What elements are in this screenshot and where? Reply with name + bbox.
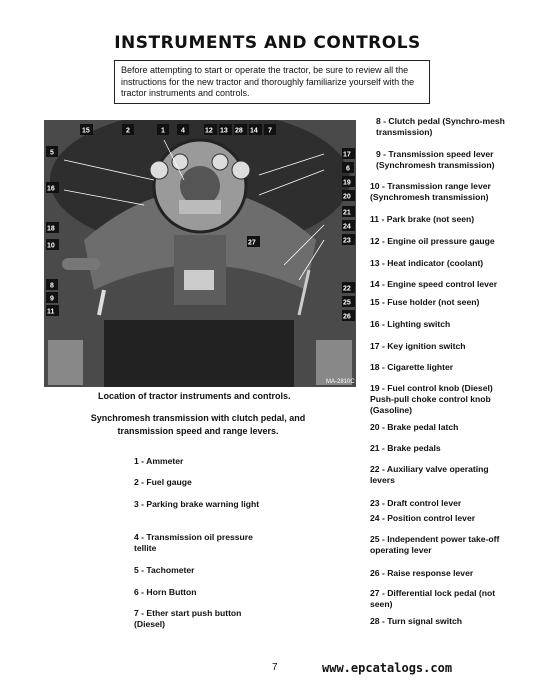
callout-4 (177, 124, 189, 135)
photo-subcaption: Synchromesh transmission with clutch pedal, and transmission speed and range levers. (90, 413, 306, 436)
list-item: 6 - Horn Button (134, 587, 197, 597)
svg-text:15: 15 (82, 127, 90, 135)
svg-text:14: 14 (250, 127, 258, 135)
list-item: 25 - Independent power take-off operating lever (370, 534, 500, 555)
list-item: 5 - Tachometer (134, 565, 195, 575)
svg-text:27: 27 (248, 239, 256, 247)
callout-5 (46, 146, 58, 157)
svg-text:11: 11 (47, 308, 55, 316)
list-item: 9 - Transmission speed lever (Synchromesh transmission) (376, 149, 495, 170)
callout-24 (342, 220, 355, 231)
svg-text:28: 28 (235, 127, 243, 135)
svg-text:2: 2 (126, 127, 130, 135)
svg-text:7: 7 (268, 127, 272, 135)
list-item: 20 - Brake pedal latch (370, 422, 459, 432)
footer-url[interactable]: www.epcatalogs.com (322, 661, 453, 675)
svg-text:25: 25 (343, 299, 351, 307)
callout-25 (342, 296, 355, 307)
list-item: 27 - Differential lock pedal (not seen) (370, 588, 496, 609)
list-item: 1 - Ammeter (134, 456, 184, 466)
list-item: 4 - Transmission oil pressure tellite (134, 532, 253, 553)
list-item: 13 - Heat indicator (coolant) (370, 258, 484, 268)
svg-text:9: 9 (50, 295, 54, 303)
list-item: 28 - Turn signal switch (370, 616, 463, 626)
callout-12 (204, 124, 217, 135)
list-item: 15 - Fuse holder (not seen) (370, 297, 480, 307)
svg-text:5: 5 (50, 149, 54, 157)
notice-box: Before attempting to start or operate the tractor, be sure to review all the instructions for the new tractor and thoroughly familiarize yourself with the tractor instruments and controls. (114, 60, 430, 104)
callout-10 (46, 239, 59, 250)
svg-text:4: 4 (181, 127, 185, 135)
callout-20 (342, 190, 355, 201)
callout-19 (342, 176, 355, 187)
svg-text:1: 1 (161, 127, 165, 135)
callout-18 (46, 222, 59, 233)
callout-6 (342, 162, 354, 173)
svg-text:16: 16 (47, 185, 55, 193)
callout-16 (46, 182, 59, 193)
page-title: INSTRUMENTS AND CONTROLS (114, 33, 421, 53)
list-item: 2 - Fuel gauge (134, 477, 192, 487)
callout-21 (342, 206, 355, 217)
list-item: 26 - Raise response lever (370, 568, 474, 578)
callout-8 (46, 279, 58, 290)
callout-15 (80, 124, 93, 135)
list-item: 18 - Cigarette lighter (370, 362, 454, 372)
callout-28 (234, 124, 247, 135)
list-item: 11 - Park brake (not seen) (370, 214, 475, 224)
list-item: 7 - Ether start push button (Diesel) (134, 608, 242, 629)
callout-22 (342, 282, 355, 293)
svg-text:21: 21 (343, 209, 351, 217)
list-item: 19 - Fuel control knob (Diesel) Push-pull choke control knob (Gasoline) (370, 383, 493, 415)
svg-text:22: 22 (343, 285, 351, 293)
list-item: 23 - Draft control lever (370, 498, 462, 508)
photo-code: MA-2810C (326, 379, 355, 385)
callout-1 (157, 124, 169, 135)
callout-9 (46, 292, 58, 303)
callout-23 (342, 234, 355, 245)
list-item: 8 - Clutch pedal (Synchro-mesh transmission) (376, 116, 505, 137)
svg-text:24: 24 (343, 223, 351, 231)
svg-text:17: 17 (343, 151, 351, 159)
callout-14 (249, 124, 262, 135)
tractor-controls-photo (44, 120, 356, 387)
list-item: 17 - Key ignition switch (370, 341, 466, 351)
callout-27 (247, 236, 260, 247)
list-item: 21 - Brake pedals (370, 443, 441, 453)
svg-text:6: 6 (346, 165, 350, 173)
list-item: 3 - Parking brake warning light (134, 499, 260, 509)
callout-11 (46, 305, 59, 316)
svg-text:12: 12 (205, 127, 213, 135)
list-item: 22 - Auxiliary valve operating levers (370, 464, 489, 485)
page-number: 7 (272, 662, 278, 673)
svg-text:8: 8 (50, 282, 54, 290)
callout-26 (342, 310, 355, 321)
callout-7 (264, 124, 276, 135)
svg-text:10: 10 (47, 242, 55, 250)
list-item: 10 - Transmission range lever (Synchromesh transmission) (370, 181, 491, 202)
svg-text:23: 23 (343, 237, 351, 245)
svg-text:20: 20 (343, 193, 351, 201)
svg-text:26: 26 (343, 313, 351, 321)
callout-2 (122, 124, 134, 135)
list-item: 16 - Lighting switch (370, 319, 451, 329)
photo-caption: Location of tractor instruments and controls. (98, 391, 291, 401)
list-item: 24 - Position control lever (370, 513, 476, 523)
list-item: 12 - Engine oil pressure gauge (370, 236, 495, 246)
svg-text:18: 18 (47, 225, 55, 233)
callout-13 (219, 124, 232, 135)
svg-text:13: 13 (220, 127, 228, 135)
list-item: 14 - Engine speed control lever (370, 279, 498, 289)
callout-17 (342, 148, 355, 159)
svg-text:19: 19 (343, 179, 351, 187)
